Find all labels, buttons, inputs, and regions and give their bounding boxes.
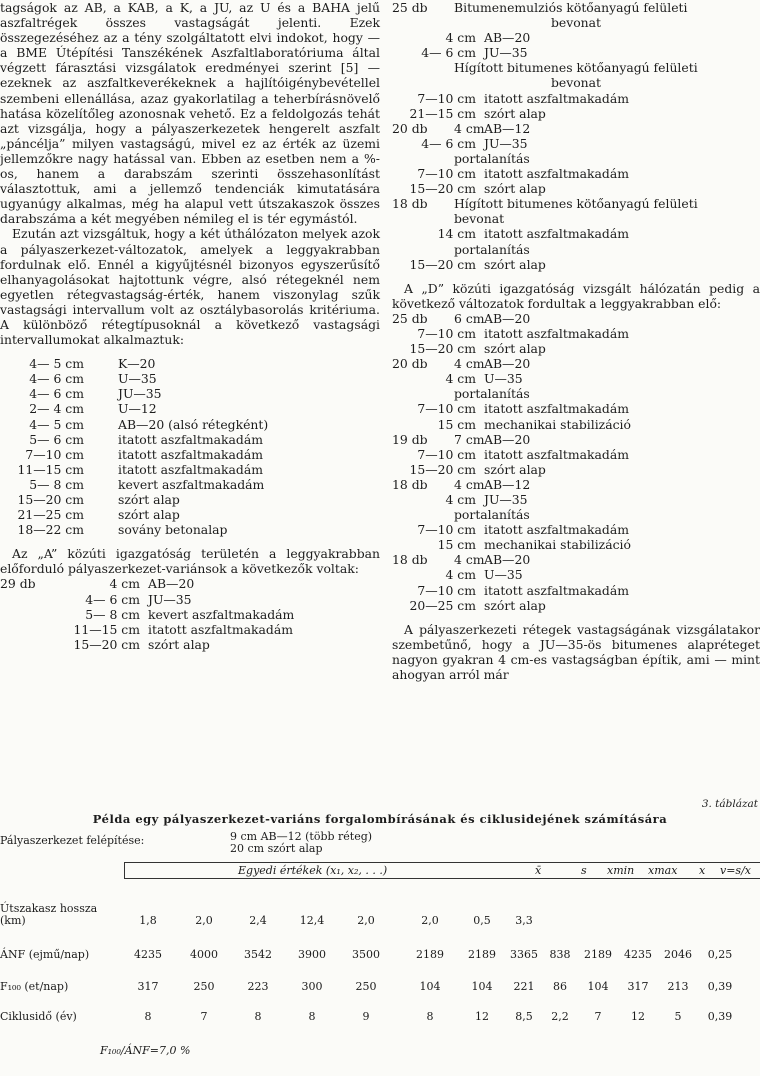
table-cell: 838 bbox=[549, 948, 571, 961]
table-cell: 104 bbox=[471, 980, 493, 993]
table-cell: 8,5 bbox=[515, 1010, 533, 1023]
variant-a bbox=[0, 576, 380, 651]
coating-label-4: bevonat bbox=[550, 75, 602, 91]
sublabel: portalanítás bbox=[454, 150, 530, 166]
thickness: 4 cm bbox=[445, 492, 476, 507]
count: 18 db bbox=[392, 552, 428, 568]
coating-label-2: bevonat bbox=[550, 15, 602, 31]
header-s: s bbox=[581, 864, 587, 877]
interval-row bbox=[0, 477, 380, 492]
interval-material: U—35 bbox=[118, 371, 157, 387]
table-cell: 4235 bbox=[134, 948, 162, 961]
material: szórt alap bbox=[484, 597, 546, 613]
interval-row bbox=[0, 522, 380, 537]
interval-thickness: 4— 5 cm bbox=[29, 356, 84, 372]
table-cell: 0,39 bbox=[707, 980, 733, 993]
thickness: 7—10 cm bbox=[417, 401, 476, 417]
material: U—35 bbox=[484, 567, 523, 583]
table-number: 3. táblázat bbox=[701, 798, 758, 810]
d-group-5 bbox=[392, 552, 760, 612]
row-label: Ciklusidő (év) bbox=[0, 1010, 77, 1023]
thickness: 4 cm bbox=[454, 356, 485, 372]
sublabel: portalanítás bbox=[454, 507, 530, 523]
thickness: 7—10 cm bbox=[417, 522, 476, 538]
material: mechanikai stabilizáció bbox=[484, 416, 631, 432]
table-cell: 0,5 bbox=[473, 914, 491, 927]
interval-thickness: 5— 8 cm bbox=[29, 476, 84, 492]
thickness: 4 cm bbox=[454, 476, 485, 492]
paragraph-3: Az „A” közúti igazgatóság területén a leggyakrabban előforduló pályaszerkezet-variánsok a következők voltak: bbox=[0, 546, 380, 577]
material: szórt alap bbox=[484, 105, 546, 121]
table-cell: 2189 bbox=[584, 948, 612, 961]
count: 18 db bbox=[392, 476, 428, 492]
table-cell: 7 bbox=[594, 1010, 602, 1023]
table-cell: 12 bbox=[475, 1010, 489, 1023]
interval-thickness: 5— 6 cm bbox=[29, 431, 84, 447]
row-label: ÁNF (ejmű/nap) bbox=[0, 948, 90, 961]
table-rule-vertical bbox=[124, 862, 125, 878]
row-label-unit: (km) bbox=[0, 914, 26, 927]
material: szórt alap bbox=[484, 256, 546, 272]
layer-material: itatott aszfaltmakadám bbox=[148, 621, 293, 637]
layer-thickness: 11—15 cm bbox=[73, 621, 140, 637]
table-cell: 8 bbox=[144, 1010, 152, 1023]
layer-material: szórt alap bbox=[148, 636, 210, 652]
table-title: Példa egy pályaszerkezet-variáns forgalombírásának és ciklusidejének számítására bbox=[92, 812, 668, 826]
material: itatott aszfaltmakadám bbox=[484, 522, 629, 538]
material: JU—35 bbox=[484, 135, 528, 151]
thickness: 6 cm bbox=[454, 310, 485, 326]
interval-material: itatott aszfaltmakadám bbox=[118, 446, 263, 462]
table-cell: 3542 bbox=[244, 948, 272, 961]
thickness: 21—15 cm bbox=[409, 105, 476, 121]
material: AB—20 bbox=[484, 552, 531, 568]
table-cell: 104 bbox=[419, 980, 441, 993]
table-cell: 2189 bbox=[416, 948, 444, 961]
count: 25 db bbox=[392, 0, 428, 15]
variant-a-layers bbox=[58, 576, 380, 651]
interval-row bbox=[0, 356, 380, 371]
paragraph-1: tagságok az AB, a KAB, a K, a JU, az U és a BAHA jelű aszfaltrégek összes vastagságát jelenti. Ezek összegezéséhez az a tény szolgáltatott elvi indokot, hogy — a BME Útépítési Tanszékének Aszfaltlaboratóriuma által végzett fárasztási vizsgálatok eredményei szerint [5] — ezeknek az aszfaltkeverékeknek a hajlítóigénybevétellel szembeni ellenállása, azaz gyakorlatilag a teherbírásnövelő hatása közelítőleg azonosnak vehető. Ez a feldolgozás tehát azt vizsgálja, hogy a pályaszerkezetek hengerelt aszfalt „páncélja” milyen vastagságú, mivel ez az érték az üzemi jellemzőkre nagy hatással van. Ebben az esetben nem a %-os, hanem a darabszám szerinti összehasonlítást választottuk, ami a jellemző tendenciák kimutatására ugyanúgy alkalmas, még ha alapul vett útszakaszok összes darabszáma a két megyében némileg el is tér egymástól. bbox=[0, 0, 380, 227]
table-cell: 300 bbox=[301, 980, 323, 993]
thickness: 4 cm bbox=[445, 371, 476, 387]
interval-row bbox=[0, 507, 380, 522]
layer-thickness: 5— 8 cm bbox=[85, 606, 140, 622]
table-cell: 1,8 bbox=[139, 914, 157, 927]
thickness: 7—10 cm bbox=[417, 325, 476, 341]
table-cell: 213 bbox=[667, 980, 689, 993]
interval-row bbox=[0, 447, 380, 462]
table-cell: 221 bbox=[513, 980, 535, 993]
layer-row bbox=[58, 576, 380, 591]
table-cell: 0,25 bbox=[707, 948, 733, 961]
table-cell: 223 bbox=[247, 980, 269, 993]
material: AB—20 bbox=[484, 30, 531, 46]
interval-material: U—12 bbox=[118, 401, 157, 417]
table-cell: 9 bbox=[362, 1010, 370, 1023]
group-2 bbox=[392, 121, 760, 196]
material: itatott aszfaltmakadám bbox=[484, 446, 629, 462]
table-cell: 4000 bbox=[190, 948, 218, 961]
paragraph-end: A pályaszerkezeti rétegek vastagságának vizsgálatakor szembetűnő, hogy a JU—35-ös bitumenes alapréteget nagyon gyakran 4 cm-es vastagságban építik, ami — mint ahogyan arról már bbox=[392, 621, 760, 683]
variant-a-count: 29 db bbox=[0, 576, 36, 592]
table-rule-header bbox=[124, 878, 760, 879]
interval-thickness: 4— 6 cm bbox=[29, 386, 84, 402]
coating-label: Hígított bitumenes kötőanyagú felületi bbox=[454, 196, 698, 212]
layer-thickness: 15—20 cm bbox=[73, 636, 140, 652]
d-group-3 bbox=[392, 432, 760, 477]
ratio-note: F₁₀₀/ÁNF=7,0 % bbox=[100, 1044, 191, 1057]
thickness: 15—20 cm bbox=[409, 341, 476, 357]
interval-material: szórt alap bbox=[118, 507, 180, 523]
thickness: 4 cm bbox=[445, 30, 476, 46]
table-cell: 12 bbox=[631, 1010, 645, 1023]
table-cell: 3900 bbox=[298, 948, 326, 961]
table-cell: 4235 bbox=[624, 948, 652, 961]
layer-thickness: 4 cm bbox=[109, 576, 140, 592]
sublabel: portalanítás bbox=[454, 386, 530, 402]
interval-row bbox=[0, 492, 380, 507]
thickness: 4— 6 cm bbox=[421, 45, 476, 61]
count: 18 db bbox=[392, 196, 428, 212]
material: itatott aszfaltmakadám bbox=[484, 226, 629, 242]
interval-material: AB—20 (alsó rétegként) bbox=[118, 416, 269, 432]
table-cell: 0,39 bbox=[707, 1010, 733, 1023]
table-cell: 2,2 bbox=[551, 1010, 569, 1023]
header-individual: Egyedi értékek (x₁, x₂, . . .) bbox=[238, 864, 388, 877]
thickness: 14 cm bbox=[437, 226, 476, 242]
header-max: xmax bbox=[648, 864, 678, 877]
thickness: 4 cm bbox=[454, 552, 485, 568]
table-cell: 2,0 bbox=[195, 914, 213, 927]
interval-row bbox=[0, 371, 380, 386]
thickness: 15—20 cm bbox=[409, 181, 476, 197]
material: AB—20 bbox=[484, 356, 531, 372]
material: itatott aszfaltmakadám bbox=[484, 582, 629, 598]
layer-material: AB—20 bbox=[148, 576, 195, 592]
interval-material: itatott aszfaltmakadám bbox=[118, 431, 263, 447]
material: AB—20 bbox=[484, 431, 531, 447]
thickness: 4— 6 cm bbox=[421, 135, 476, 151]
material: szórt alap bbox=[484, 341, 546, 357]
thickness: 7 cm bbox=[454, 431, 485, 447]
setup-label: Pályaszerkezet felépítése: bbox=[0, 834, 145, 847]
layer-row bbox=[58, 592, 380, 607]
material: mechanikai stabilizáció bbox=[484, 537, 631, 553]
interval-row bbox=[0, 417, 380, 432]
table-cell: 5 bbox=[674, 1010, 682, 1023]
paragraph-2: Ezután azt vizsgáltuk, hogy a két úthálózaton melyek azok a pályaszerkezet-változatok, amelyek a leggyakrabban fordulnak elő. Ennél a kigyűjtésnél bizonyos egyszerűsítő elhanyagolásokat hajtottunk végre, alsó rétegeknél nem egyetlen rétegvastagság-érték, hanem viszonylag szűk vastagsági intervallum volt az osztálybasorolás kritériuma. A különböző rétegtípusoknál a következő vastagsági intervallumokat alkalmaztuk: bbox=[0, 226, 380, 348]
material: itatott aszfaltmakadám bbox=[484, 166, 629, 182]
thickness: 15—20 cm bbox=[409, 461, 476, 477]
material: itatott aszfaltmakadám bbox=[484, 325, 629, 341]
table-cell: 7 bbox=[200, 1010, 208, 1023]
interval-row bbox=[0, 401, 380, 416]
interval-thickness: 15—20 cm bbox=[17, 492, 84, 507]
group-3 bbox=[392, 196, 760, 271]
layer-material: kevert aszfaltmakadám bbox=[148, 606, 295, 622]
table-cell: 8 bbox=[254, 1010, 262, 1023]
header-v: v=s/x bbox=[720, 864, 751, 877]
setup-line-1: 9 cm AB—12 (több réteg) bbox=[230, 830, 373, 843]
table-cell: 2,0 bbox=[421, 914, 439, 927]
coating-label-3: Hígított bitumenes kötőanyagú felületi bbox=[454, 60, 698, 76]
table-cell: 3,3 bbox=[515, 914, 533, 927]
interval-row bbox=[0, 462, 380, 477]
material: itatott aszfaltmakadám bbox=[484, 401, 629, 417]
thickness: 7—10 cm bbox=[417, 166, 476, 182]
count: 19 db bbox=[392, 431, 428, 447]
thickness: 4 cm bbox=[445, 567, 476, 583]
count: 20 db bbox=[392, 356, 428, 372]
table-cell: 86 bbox=[553, 980, 567, 993]
header-mean: x̄ bbox=[535, 864, 542, 877]
thickness: 15 cm bbox=[437, 537, 476, 553]
material: AB—12 bbox=[484, 120, 531, 136]
header-min: xmin bbox=[607, 864, 635, 877]
coating-label-2: bevonat bbox=[454, 211, 505, 227]
right-column bbox=[392, 0, 760, 682]
interval-thickness: 11—15 cm bbox=[17, 461, 84, 477]
layer-material: JU—35 bbox=[148, 591, 192, 607]
material: JU—35 bbox=[484, 45, 528, 61]
d-group-4 bbox=[392, 477, 760, 552]
table-rule-top bbox=[124, 862, 760, 863]
material: AB—20 bbox=[484, 310, 531, 326]
left-column bbox=[0, 0, 380, 652]
interval-thickness: 4— 6 cm bbox=[29, 371, 84, 387]
d-group-1 bbox=[392, 311, 760, 356]
group-1 bbox=[392, 0, 760, 121]
thickness: 7—10 cm bbox=[417, 90, 476, 106]
table-cell: 3365 bbox=[510, 948, 538, 961]
thickness: 7—10 cm bbox=[417, 582, 476, 598]
interval-material: itatott aszfaltmakadám bbox=[118, 461, 263, 477]
material: szórt alap bbox=[484, 181, 546, 197]
material: itatott aszfaltmakadám bbox=[484, 90, 629, 106]
table-cell: 8 bbox=[308, 1010, 316, 1023]
interval-material: kevert aszfaltmakadám bbox=[118, 476, 265, 492]
table-cell: 8 bbox=[426, 1010, 434, 1023]
material: JU—35 bbox=[484, 492, 528, 507]
interval-thickness: 18—22 cm bbox=[17, 522, 84, 538]
interval-material: K—20 bbox=[118, 356, 156, 372]
interval-material: JU—35 bbox=[118, 386, 162, 402]
thickness: 20—25 cm bbox=[409, 597, 476, 613]
sublabel: portalanítás bbox=[454, 241, 530, 257]
interval-thickness: 21—25 cm bbox=[17, 507, 84, 523]
interval-thickness: 2— 4 cm bbox=[29, 401, 84, 417]
table-cell: 104 bbox=[587, 980, 609, 993]
table-cell: 12,4 bbox=[299, 914, 325, 927]
paragraph-d: A „D” közúti igazgatóság vizsgált hálózatán pedig a következő változatok fordultak a leggyakrabban elő: bbox=[392, 280, 760, 311]
count: 25 db bbox=[392, 310, 428, 326]
row-label: Útszakasz hossza bbox=[0, 902, 98, 915]
count: 20 db bbox=[392, 120, 428, 136]
layer-thickness: 4— 6 cm bbox=[85, 591, 140, 607]
interval-thickness: 4— 5 cm bbox=[29, 416, 84, 432]
layer-row bbox=[58, 607, 380, 622]
material: U—35 bbox=[484, 371, 523, 387]
interval-row bbox=[0, 432, 380, 447]
setup-line-2: 20 cm szórt alap bbox=[230, 842, 323, 855]
interval-row bbox=[0, 386, 380, 401]
d-group-2 bbox=[392, 356, 760, 431]
table-cell: 3500 bbox=[352, 948, 380, 961]
table-cell: 2046 bbox=[664, 948, 692, 961]
thickness: 15 cm bbox=[437, 416, 476, 432]
layer-row bbox=[58, 622, 380, 637]
table-cell: 2,0 bbox=[357, 914, 375, 927]
material: szórt alap bbox=[484, 461, 546, 477]
thickness: 7—10 cm bbox=[417, 446, 476, 462]
thickness: 4 cm bbox=[454, 120, 485, 136]
table-cell: 250 bbox=[193, 980, 215, 993]
header-x: x bbox=[699, 864, 706, 877]
material: AB—12 bbox=[484, 476, 531, 492]
coating-label: Bitumenemulziós kötőanyagú felületi bbox=[454, 0, 688, 15]
table-cell: 317 bbox=[627, 980, 649, 993]
interval-material: szórt alap bbox=[118, 492, 180, 507]
table-cell: 317 bbox=[137, 980, 159, 993]
table-cell: 2189 bbox=[468, 948, 496, 961]
interval-thickness: 7—10 cm bbox=[25, 446, 84, 462]
thickness: 15—20 cm bbox=[409, 256, 476, 272]
layer-row bbox=[58, 637, 380, 652]
interval-material: sovány betonalap bbox=[118, 522, 228, 538]
table-cell: 2,4 bbox=[249, 914, 267, 927]
row-label: F₁₀₀ (et/nap) bbox=[0, 980, 69, 993]
table-cell: 250 bbox=[355, 980, 377, 993]
interval-list bbox=[0, 356, 380, 537]
